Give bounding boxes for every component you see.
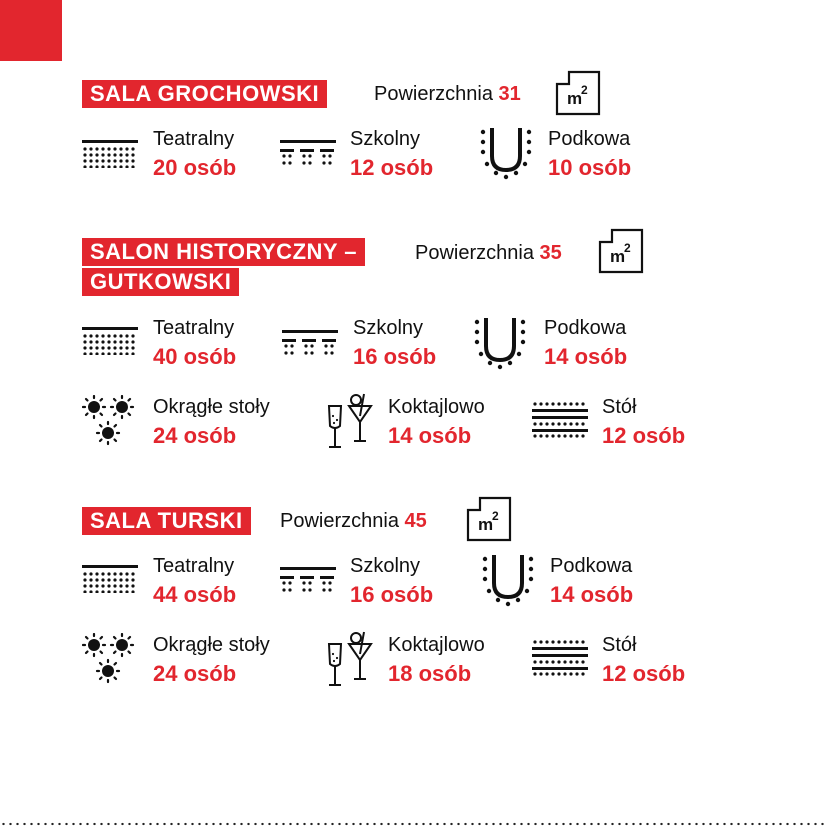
area-value: 45 <box>404 510 427 532</box>
horseshoe-icon <box>472 314 528 370</box>
layout-count: 40 osób <box>153 344 237 369</box>
layout-label: Szkolny <box>353 317 424 339</box>
layout-count: 20 osób <box>153 155 237 180</box>
layout-label: Szkolny <box>350 555 421 577</box>
table-icon <box>532 402 588 438</box>
area-label: Powierzchnia <box>374 83 493 105</box>
layout-label: Teatralny <box>153 128 235 150</box>
layout-label: Okrągłe stoły <box>153 634 270 656</box>
layout-label: Teatralny <box>153 555 235 577</box>
layout-count: 24 osób <box>153 423 237 448</box>
layout-label: Stół <box>602 634 637 656</box>
layout-count: 14 osób <box>544 344 628 369</box>
layout-count: 16 osób <box>353 344 437 369</box>
horseshoe-icon <box>480 551 536 607</box>
horseshoe-icon <box>478 124 534 180</box>
room-name-tag-line2: GUTKOWSKI <box>82 268 239 296</box>
m2-text: m <box>610 247 626 266</box>
room-name-tag-line1: SALON HISTORYCZNY – <box>82 238 365 266</box>
table-icon <box>532 640 588 676</box>
area-value: 31 <box>498 83 521 105</box>
layout-label: Koktajlowo <box>388 396 485 418</box>
dotted-divider <box>0 822 828 826</box>
square-meter-icon <box>598 228 644 274</box>
cocktail-icon <box>325 392 375 450</box>
layout-count: 44 osób <box>153 582 237 607</box>
theatre-icon <box>82 565 138 593</box>
area-info <box>415 241 562 265</box>
m2-sup: 2 <box>624 241 631 255</box>
layout-count: 12 osób <box>602 423 686 448</box>
layout-count: 10 osób <box>548 155 632 180</box>
square-meter-icon <box>466 496 512 542</box>
layout-count: 14 osób <box>550 582 634 607</box>
layout-count: 18 osób <box>388 661 472 686</box>
area-info <box>280 509 427 533</box>
room-name-tag: SALA GROCHOWSKI <box>82 80 327 108</box>
classroom-icon <box>280 567 336 593</box>
round-tables-icon <box>82 395 138 447</box>
layout-label: Teatralny <box>153 317 235 339</box>
layout-label: Koktajlowo <box>388 634 485 656</box>
m2-sup: 2 <box>492 509 499 523</box>
theatre-icon <box>82 327 138 355</box>
area-label: Powierzchnia <box>280 510 399 532</box>
layout-label: Podkowa <box>544 317 627 339</box>
m2-text: m <box>478 515 494 534</box>
area-label: Powierzchnia <box>415 242 534 264</box>
round-tables-icon <box>82 633 138 685</box>
theatre-icon <box>82 140 138 168</box>
corner-accent-block <box>0 0 62 61</box>
room-name-tag: SALA TURSKI <box>82 507 251 535</box>
layout-label: Szkolny <box>350 128 421 150</box>
cocktail-icon <box>325 630 375 688</box>
layout-count: 14 osób <box>388 423 472 448</box>
area-value: 35 <box>539 242 562 264</box>
classroom-icon <box>280 140 336 166</box>
area-info <box>374 82 521 106</box>
layout-count: 24 osób <box>153 661 237 686</box>
layout-count: 12 osób <box>350 155 434 180</box>
layout-label: Stół <box>602 396 637 418</box>
layout-label: Podkowa <box>548 128 631 150</box>
layout-count: 12 osób <box>602 661 686 686</box>
classroom-icon <box>282 330 338 356</box>
m2-text: m <box>567 89 583 108</box>
m2-sup: 2 <box>581 83 588 97</box>
layout-label: Podkowa <box>550 555 633 577</box>
layout-count: 16 osób <box>350 582 434 607</box>
layout-label: Okrągłe stoły <box>153 396 270 418</box>
square-meter-icon <box>555 70 601 116</box>
